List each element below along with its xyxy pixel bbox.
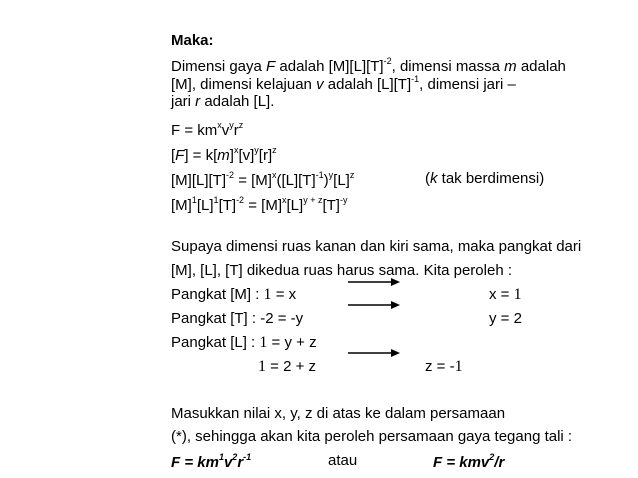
text: , dimensi jari – bbox=[419, 76, 516, 93]
text: [L] bbox=[196, 197, 214, 214]
para3-line2: (*), sehingga akan kita peroleh persamaan gaya tegang tali : bbox=[171, 428, 573, 445]
numeral: 1 bbox=[454, 358, 463, 375]
text: F = km bbox=[171, 122, 218, 139]
note-k-dimensionless bbox=[425, 170, 544, 187]
text: adalah bbox=[516, 58, 566, 75]
var-F: F bbox=[266, 58, 276, 75]
text: Pangkat [L] : bbox=[171, 334, 260, 351]
numeral: 1 bbox=[258, 358, 266, 375]
exponent: 2 bbox=[232, 452, 238, 462]
text: jari bbox=[171, 93, 196, 110]
para2-line2: [M], [L], [T] dikedua ruas harus sama. Kita peroleh : bbox=[171, 262, 512, 279]
exponent: -y bbox=[339, 195, 348, 205]
text: [M][L][T] bbox=[171, 172, 227, 189]
final-formula-2 bbox=[433, 452, 504, 471]
text: ) bbox=[323, 172, 329, 189]
exponent: 1 bbox=[218, 452, 224, 462]
text: v bbox=[223, 454, 233, 471]
text: = [M] bbox=[244, 197, 283, 214]
equation-3 bbox=[171, 170, 354, 189]
equation-2 bbox=[171, 145, 277, 164]
text: adalah [M][L][T] bbox=[275, 58, 384, 75]
equation-4 bbox=[171, 195, 347, 214]
text: = [M] bbox=[234, 172, 272, 189]
right-arrow-icon bbox=[348, 276, 400, 288]
numeral: 1 bbox=[513, 286, 522, 303]
text: ] bbox=[229, 147, 234, 164]
text: [M], dimensi kelajuan bbox=[171, 76, 317, 93]
result-y: y = 2 bbox=[489, 310, 522, 327]
exponent: y bbox=[229, 120, 234, 130]
numeral: 1 bbox=[259, 334, 268, 351]
text: r bbox=[237, 454, 244, 471]
para3-line1: Masukkan nilai x, y, z di atas ke dalam persamaan bbox=[171, 405, 506, 422]
var-F: F bbox=[175, 147, 185, 164]
text: = 2 + z bbox=[266, 358, 317, 375]
text: [ bbox=[171, 147, 176, 164]
text: , dimensi massa bbox=[391, 58, 505, 75]
exponent: -2 bbox=[236, 195, 245, 205]
right-arrow-icon bbox=[348, 299, 400, 311]
var-r: r bbox=[195, 93, 201, 110]
final-formula-1 bbox=[171, 452, 251, 471]
text: [M] bbox=[171, 197, 192, 214]
pangkat-m bbox=[171, 286, 296, 304]
exponent: 1 bbox=[191, 195, 197, 205]
var-m: m bbox=[217, 147, 230, 164]
exponent: y bbox=[328, 170, 334, 180]
text: ([L][T] bbox=[276, 172, 316, 189]
exponent: y bbox=[254, 145, 259, 155]
exponent: -2 bbox=[226, 170, 235, 180]
atau-label: atau bbox=[328, 452, 358, 469]
exponent: z bbox=[272, 145, 277, 155]
para2-line1: Supaya dimensi ruas kanan dan kiri sama, maka pangkat dari bbox=[171, 238, 582, 255]
text: z = - bbox=[425, 358, 455, 375]
text: adalah [L]. bbox=[200, 93, 275, 110]
text: [L] bbox=[286, 197, 304, 214]
para1-line2 bbox=[171, 74, 516, 93]
exponent: x bbox=[233, 145, 239, 155]
text: /r bbox=[494, 454, 505, 471]
var-m: m bbox=[504, 58, 517, 75]
text: [r] bbox=[258, 147, 273, 164]
text: adalah [L][T] bbox=[323, 76, 412, 93]
result-z bbox=[425, 358, 463, 376]
right-arrow-icon bbox=[348, 347, 400, 359]
exponent: x bbox=[217, 120, 222, 130]
pangkat-l-step2 bbox=[258, 358, 316, 376]
text: [L] bbox=[333, 172, 350, 189]
exponent: 2 bbox=[489, 452, 495, 462]
exponent: -1 bbox=[411, 74, 420, 84]
text: x = bbox=[489, 286, 514, 303]
var-v: v bbox=[316, 76, 324, 93]
text: [v] bbox=[238, 147, 255, 164]
exponent: z bbox=[238, 120, 244, 130]
text: = y + z bbox=[267, 334, 317, 351]
equation-1 bbox=[171, 120, 243, 139]
text: Dimensi gaya bbox=[171, 58, 267, 75]
exponent: z bbox=[349, 170, 355, 180]
pangkat-t: Pangkat [T] : -2 = -y bbox=[171, 310, 304, 327]
exponent: x bbox=[282, 195, 287, 205]
exponent: 1 bbox=[213, 195, 219, 205]
text: ] = k[ bbox=[184, 147, 218, 164]
result-x bbox=[489, 286, 522, 304]
pangkat-l bbox=[171, 334, 317, 352]
text: Pangkat [M] : bbox=[171, 286, 264, 303]
text: r bbox=[233, 122, 239, 139]
exponent: -2 bbox=[383, 56, 392, 66]
exponent: x bbox=[271, 170, 277, 180]
exponent: y + z bbox=[303, 195, 323, 205]
var-k: k bbox=[430, 170, 438, 187]
text: [T] bbox=[218, 197, 237, 214]
exponent: -1 bbox=[315, 170, 324, 180]
text: tak berdimensi) bbox=[437, 170, 545, 187]
text: [T] bbox=[322, 197, 340, 214]
text: v bbox=[221, 122, 230, 139]
text: ( bbox=[425, 170, 430, 187]
numeral: 1 bbox=[263, 286, 272, 303]
text: = x bbox=[271, 286, 297, 303]
text: F = kmv bbox=[433, 454, 490, 471]
heading: Maka: bbox=[171, 32, 214, 49]
text: F = km bbox=[171, 454, 219, 471]
para1-line1 bbox=[171, 56, 566, 75]
exponent: -1 bbox=[243, 452, 252, 462]
para1-line3 bbox=[171, 93, 274, 110]
